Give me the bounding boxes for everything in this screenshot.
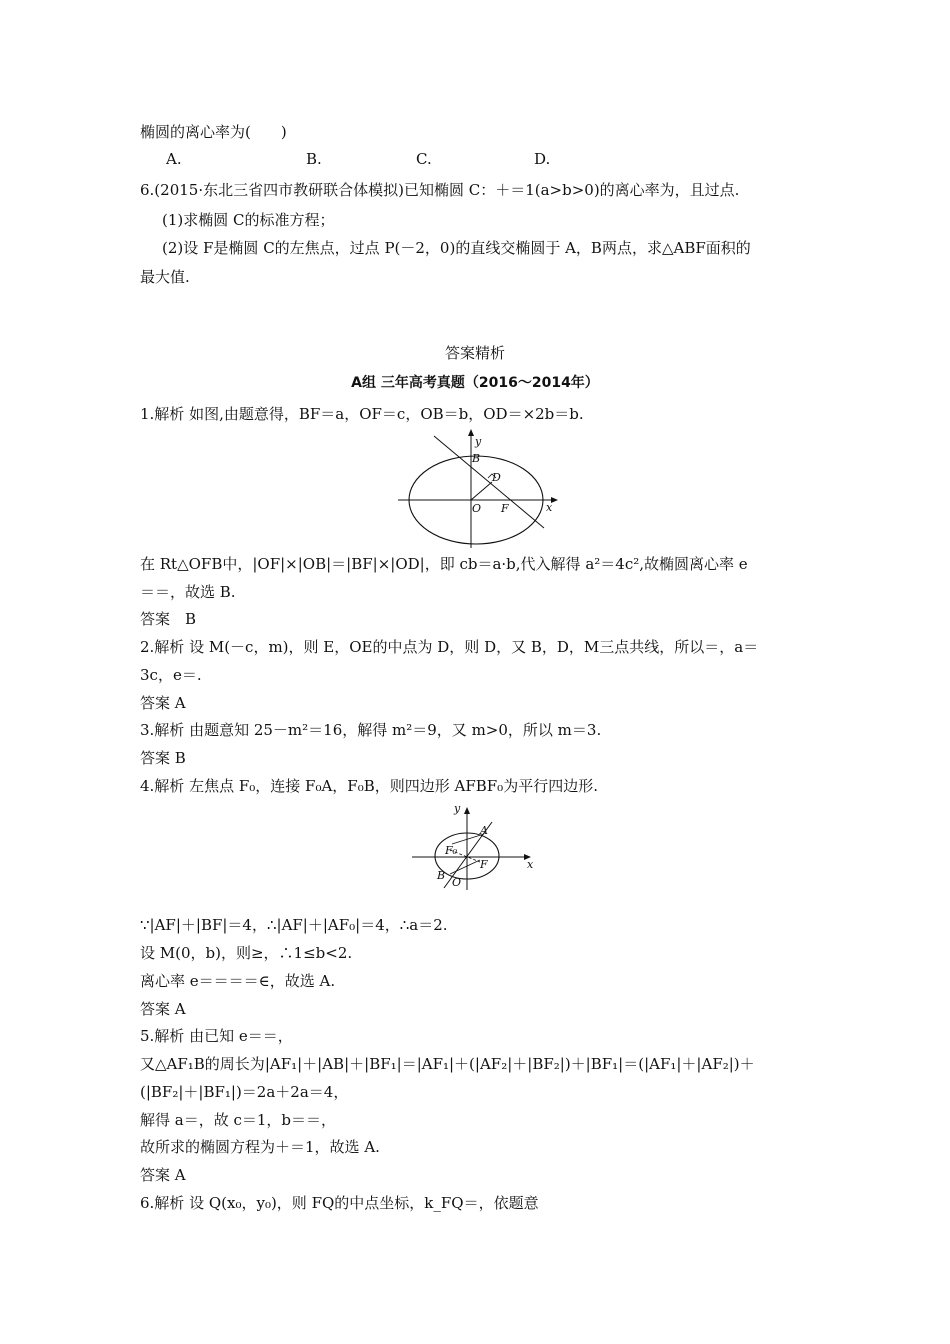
fig1-label-f: F (501, 502, 509, 515)
answers-title: 答案精析 (444, 344, 505, 362)
fig2-label-f0: F₀ (445, 844, 458, 857)
fig2-label-y: y (454, 802, 461, 815)
answer-3-line-1: 3.解析 由题意知 25－m²＝16，解得 m²＝9，又 m>0，所以 m＝3. (140, 721, 602, 739)
option-b: B. (306, 150, 322, 168)
question-6-part-1: (1)求椭圆 C的标准方程； (162, 211, 335, 229)
question-5-tail: 椭圆的离心率为( ) (140, 123, 287, 141)
answer-4-line-4: 离心率 e＝＝＝＝∈，故选 A. (140, 972, 336, 990)
answer-2-line-1: 2.解析 设 M(－c，m)，则 E，OE的中点为 D，则 D，又 B，D，M三点共线，所以＝，a＝ (140, 638, 759, 656)
option-c: C. (416, 150, 432, 168)
answer-1-line-2: 在 Rt△OFB中，|OF|×|OB|＝|BF|×|OD|，即 cb＝a·b,代入解得 a²＝4c²,故椭圆离心率 e (140, 555, 748, 573)
fig1-label-d: D (492, 471, 501, 484)
answer-4-line-2: ∵|AF|＋|BF|＝4，∴|AF|＋|AF₀|＝4，∴a＝2. (140, 916, 448, 934)
group-a-heading: A组 三年高考真题（2016～2014年） (351, 375, 599, 391)
answer-5-line-5: 故所求的椭圆方程为＋＝1，故选 A. (140, 1138, 380, 1156)
answer-3-result: 答案 B (140, 749, 186, 767)
answer-5-line-4: 解得 a＝，故 c＝1，b＝＝， (140, 1111, 337, 1129)
question-6-part-2: (2)设 F是椭圆 C的左焦点，过点 P(－2，0)的直线交椭圆于 A，B两点，求△ABF面积的 (162, 239, 751, 257)
answer-4-result: 答案 A (140, 1000, 186, 1018)
answer-4-line-3: 设 M(0，b)，则≥，∴1≤b<2. (140, 944, 353, 962)
answer-6-line-1: 6.解析 设 Q(x₀，y₀)，则 FQ的中点坐标，k_FQ＝，依题意 (140, 1194, 539, 1212)
answer-1-line-3: ＝＝，故选 B. (140, 583, 236, 601)
fig1-label-x: x (546, 501, 553, 514)
answer-2-result: 答案 A (140, 694, 186, 712)
answer-5-line-3: (|BF₂|＋|BF₁|)＝2a＋2a＝4， (140, 1083, 349, 1101)
answer-5-result: 答案 A (140, 1166, 186, 1184)
answer-5-line-2: 又△AF₁B的周长为|AF₁|＋|AB|＋|BF₁|＝|AF₁|＋(|AF₂|＋|BF₂|)＋|BF₁|＝(|AF₁|＋|AF₂|)＋ (140, 1055, 755, 1073)
ellipse-figure-1 (396, 428, 566, 550)
fig2-label-x: x (527, 858, 534, 871)
fig1-label-b: B (472, 452, 481, 465)
option-a: A. (166, 150, 182, 168)
answer-options (166, 150, 586, 170)
question-6-line-4: 最大值. (140, 268, 190, 286)
option-d: D. (534, 150, 551, 168)
question-6-line-1: 6.(2015·东北三省四市教研联合体模拟)已知椭圆 C：＋＝1(a>b>0)的离心率为，且过点. (140, 181, 740, 199)
answer-4-line-1: 4.解析 左焦点 F₀，连接 F₀A，F₀B，则四边形 AFBF₀为平行四边形. (140, 777, 598, 795)
answer-2-line-2: 3c，e＝. (140, 666, 202, 684)
fig1-label-o: O (472, 502, 482, 515)
fig2-label-f: F (480, 858, 488, 871)
fig2-label-a: A (480, 824, 488, 837)
fig2-label-b: B (437, 869, 446, 882)
answer-5-line-1: 5.解析 由已知 e＝＝， (140, 1027, 293, 1045)
answer-1-line-1: 1.解析 如图,由题意得，BF＝a，OF＝c，OB＝b，OD＝×2b＝b. (140, 405, 584, 423)
fig1-label-y: y (475, 435, 482, 448)
ellipse-figure-2 (410, 800, 540, 892)
fig2-label-o: O (452, 876, 462, 889)
answer-1-result: 答案 B (140, 610, 197, 628)
